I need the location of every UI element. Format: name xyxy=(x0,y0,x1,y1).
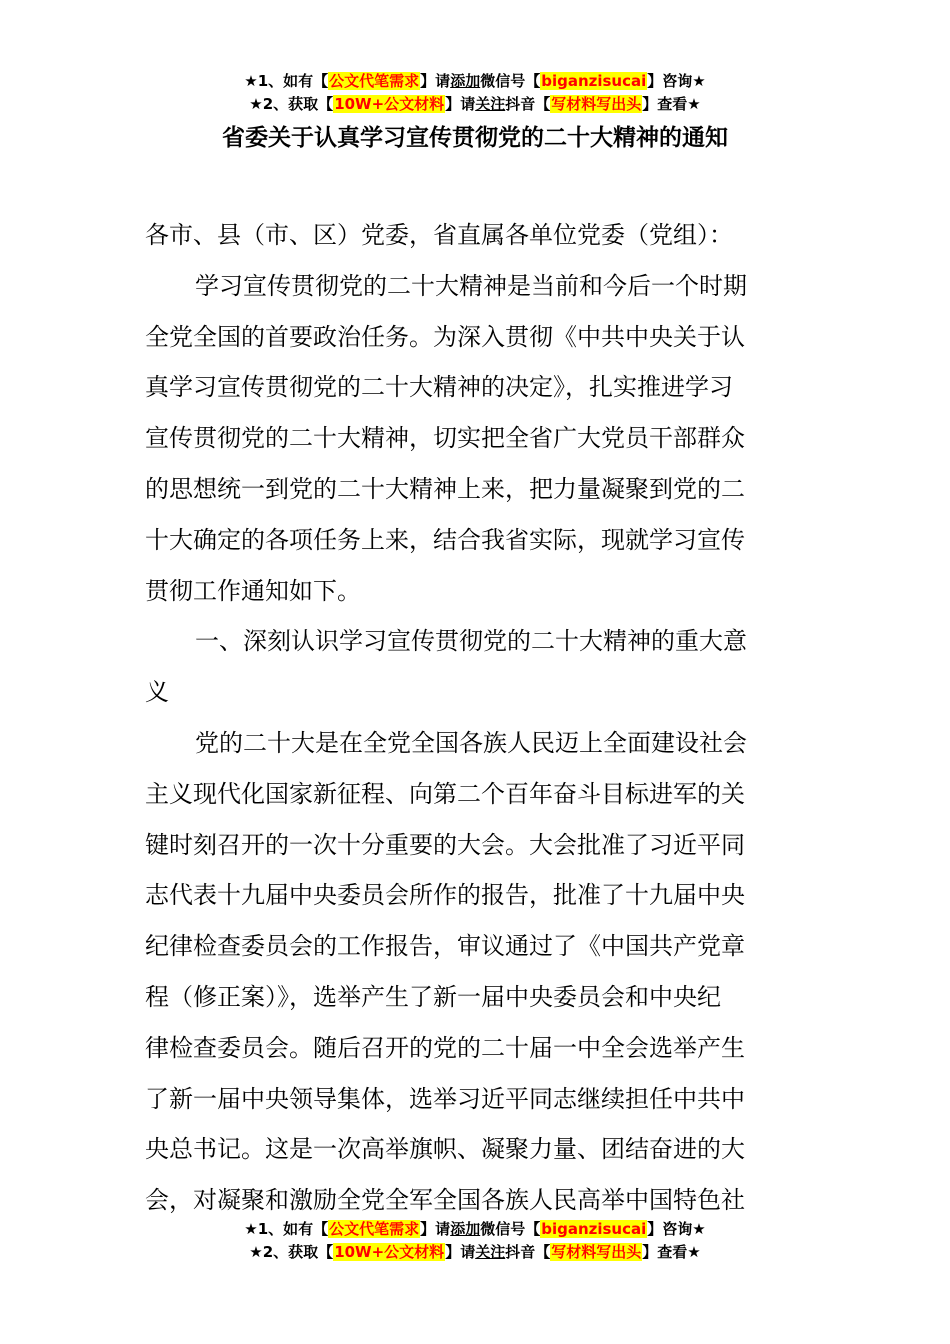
banner-text: 】请 xyxy=(420,1220,451,1238)
promo-banner-top-line1 xyxy=(0,70,950,92)
banner-underline: 添加 xyxy=(450,1220,481,1238)
banner-douyin-id: 写材料写出头 xyxy=(551,95,642,113)
banner-text: ★1、如有【 xyxy=(244,1220,329,1238)
banner-text: 抖音【 xyxy=(505,1243,551,1261)
banner-text: 抖音【 xyxy=(505,95,551,113)
banner-underline: 关注 xyxy=(475,1243,506,1261)
banner-text: 微信号【 xyxy=(480,72,541,90)
banner-text: 】咨询★ xyxy=(647,72,706,90)
banner-text: ★2、获取【 xyxy=(249,95,334,113)
banner-text: 】查看★ xyxy=(642,95,701,113)
paragraph-line: 会，对凝聚和激励全党全军全国各族人民高举中国特色社 xyxy=(145,1186,745,1215)
banner-text: 】查看★ xyxy=(642,1243,701,1261)
paragraph-line: 全党全国的首要政治任务。为深入贯彻《中共中央关于认 xyxy=(145,322,745,351)
paragraph-line: 贯彻工作通知如下。 xyxy=(145,576,361,605)
banner-text: 微信号【 xyxy=(480,1220,541,1238)
paragraph-line: 程（修正案）》，选举产生了新一届中央委员会和中央纪 xyxy=(145,982,721,1011)
paragraph-line: 央总书记。这是一次高举旗帜、凝聚力量、团结奋进的大 xyxy=(145,1135,745,1164)
paragraph-line: 真学习宣传贯彻党的二十大精神的决定》，扎实推进学习 xyxy=(145,373,733,402)
paragraph-line: 志代表十九届中央委员会所作的报告，批准了十九届中央 xyxy=(145,881,745,910)
banner-text: 】请 xyxy=(420,72,451,90)
banner-text: 】咨询★ xyxy=(647,1220,706,1238)
banner-highlight: 公文代笔需求 xyxy=(329,72,420,90)
paragraph-line: 主义现代化国家新征程、向第二个百年奋斗目标进军的关 xyxy=(145,779,745,808)
promo-banner-bottom-line2 xyxy=(0,1241,950,1263)
document-title: 省委关于认真学习宣传贯彻党的二十大精神的通知 xyxy=(222,125,728,151)
document-body xyxy=(145,210,810,1226)
banner-text: ★2、获取【 xyxy=(249,1243,334,1261)
banner-highlight: 公文代笔需求 xyxy=(329,1220,420,1238)
promo-banner-bottom-line1 xyxy=(0,1218,950,1240)
paragraph-line: 键时刻召开的一次十分重要的大会。大会批准了习近平同 xyxy=(145,830,745,859)
paragraph-line: 十大确定的各项任务上来，结合我省实际，现就学习宣传 xyxy=(145,525,745,554)
banner-wechat-id: biganzisucai xyxy=(541,72,647,90)
banner-highlight: 10W+公文材料 xyxy=(334,95,445,113)
paragraph-line: 党的二十大是在全党全国各族人民迈上全面建设社会 xyxy=(195,728,747,757)
promo-banner-top-line2 xyxy=(0,93,950,115)
paragraph-line: 宣传贯彻党的二十大精神，切实把全省广大党员干部群众 xyxy=(145,424,745,453)
banner-underline: 关注 xyxy=(475,95,506,113)
banner-highlight: 10W+公文材料 xyxy=(334,1243,445,1261)
salutation: 各市、县（市、区）党委，省直属各单位党委（党组）： xyxy=(145,221,733,249)
paragraph-line: 纪律检查委员会的工作报告，审议通过了《中国共产党章 xyxy=(145,932,745,961)
banner-douyin-id: 写材料写出头 xyxy=(551,1243,642,1261)
section-heading: 义 xyxy=(145,678,169,707)
banner-underline: 添加 xyxy=(450,72,481,90)
paragraph-line: 律检查委员会。随后召开的党的二十届一中全会选举产生 xyxy=(145,1033,745,1062)
banner-text: ★1、如有【 xyxy=(244,72,329,90)
banner-wechat-id: biganzisucai xyxy=(541,1220,647,1238)
section-heading: 一、深刻认识学习宣传贯彻党的二十大精神的重大意 xyxy=(195,627,747,656)
banner-text: 】请 xyxy=(445,95,476,113)
banner-text: 】请 xyxy=(445,1243,476,1261)
paragraph-line: 了新一届中央领导集体，选举习近平同志继续担任中共中 xyxy=(145,1084,745,1113)
paragraph-line: 学习宣传贯彻党的二十大精神是当前和今后一个时期 xyxy=(195,271,747,300)
paragraph-line: 的思想统一到党的二十大精神上来，把力量凝聚到党的二 xyxy=(145,474,745,503)
